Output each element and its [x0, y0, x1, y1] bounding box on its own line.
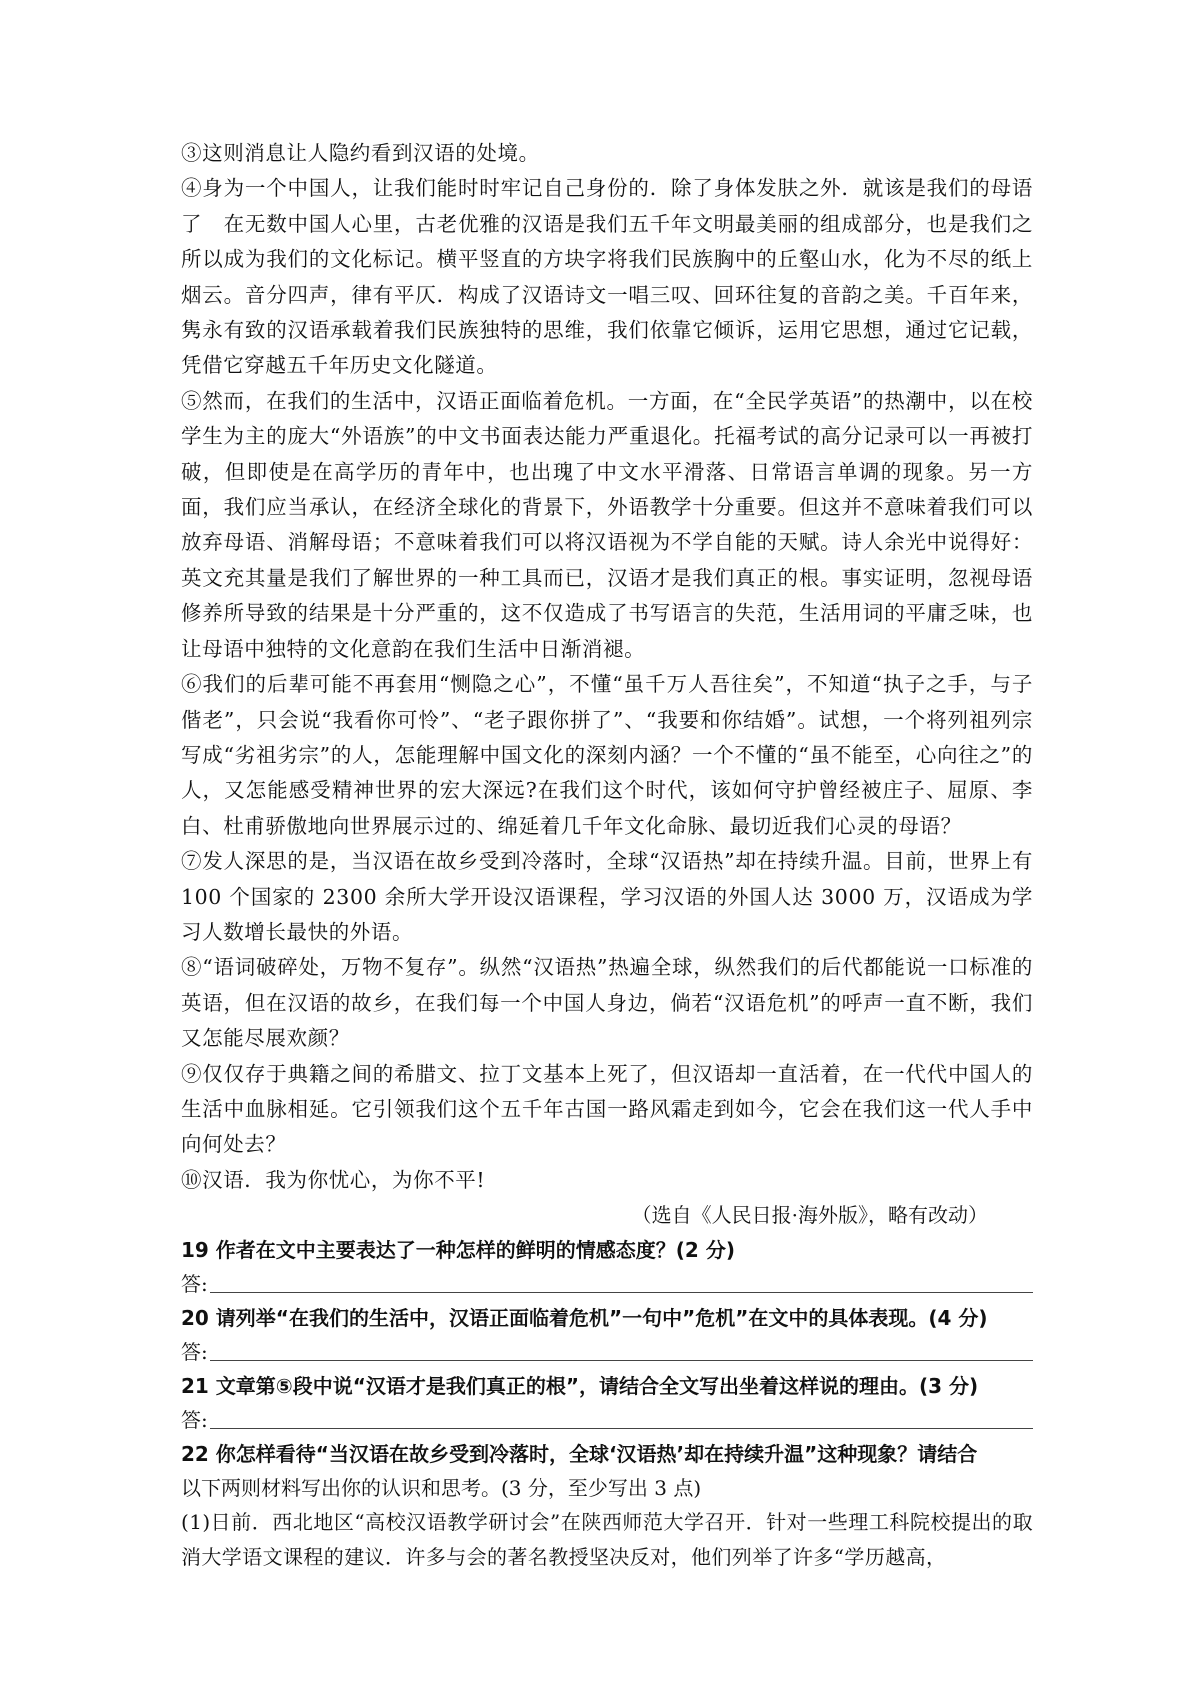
answer-line-21[interactable]: [181, 1403, 1033, 1434]
answer-label: 答:: [181, 1339, 208, 1364]
paragraph-8: ⑧“语词破碎处，万物不复存”。纵然“汉语热”热遍全球，纵然我们的后代都能说一口标准的英语，但在汉语的故乡，在我们每一个中国人身边，倘若“汉语危机”的呼声一直不断，我们又怎能尽展欢颜？: [181, 955, 1033, 1051]
answer-rule: [210, 1428, 1033, 1429]
paragraph-7: ⑦发人深思的是，当汉语在故乡受到冷落时，全球“汉语热”却在持续升温。目前，世界上有 100 个国家的 2300 余所大学开设汉语课程，学习汉语的外国人达 3000 万，汉语成为学习人数增长最快的外语。: [181, 849, 1033, 944]
question-22: 22 你怎样看待“当汉语在故乡受到冷落时，全球‘汉语热’却在持续升温”这种现象？请结合: [181, 1441, 978, 1466]
answer-line-20[interactable]: [181, 1335, 1033, 1366]
paragraph-10: ⑩汉语．我为你忧心，为你不平!: [181, 1167, 486, 1192]
paragraph-5: ⑤然而，在我们的生活中，汉语正面临着危机。一方面，在“全民学英语”的热潮中，以在校学生为主的庞大“外语族”的中文书面表达能力严重退化。托福考试的高分记录可以一再被打破，但即使是在高学历的青年中，也出瑰了中文水平滑落、日常语言单调的现象。另一方面，我们应当承认，在经济全球化的背景下，外语教学十分重要。但这并不意味着我们可以放弃母语、消解母语；不意味着我们可以将汉语视为不学自能的天赋。诗人余光中说得好：英文充其量是我们了解世界的一种工具而已，汉语才是我们真正的根。事实证明，忽视母语修养所导致的结果是十分严重的，这不仅造成了书写语言的失范，生活用词的平庸乏味，也让母语中独特的文化意韵在我们生活中日渐消褪。: [181, 388, 1033, 661]
document-page: [181, 136, 1033, 1575]
question-19: 19 作者在文中主要表达了一种怎样的鲜明的情感态度？(2 分): [181, 1237, 735, 1262]
question-20: 20 请列举“在我们的生活中，汉语正面临着危机”一句中”危机”在文中的具体表现。(4 分): [181, 1305, 988, 1330]
answer-label: 答:: [181, 1407, 208, 1432]
paragraph-6: ⑥我们的后辈可能不再套用“恻隐之心”，不懂“虽千万人吾往矣”，不知道“执子之手，与子偕老”，只会说“我看你可怜”、“老子跟你拼了”、“我要和你结婚”。试想，一个将列祖列宗写成“劣祖劣宗”的人，怎能理解中国文化的深刻内涵？一个不懂的“虽不能至，心向往之”的人，又怎能感受精神世界的宏大深远?在我们这个时代，该如何守护曾经被庄子、屈原、李白、杜甫骄傲地向世界展示过的、绵延着几千年文化命脉、最切近我们心灵的母语？: [181, 672, 1033, 838]
paragraph-4: ④身为一个中国人，让我们能时时牢记自己身份的．除了身体发肤之外．就该是我们的母语了 在无数中国人心里，古老优雅的汉语是我们五千年文明最美丽的组成部分，也是我们之所以成为我们的文化标记。横平竖直的方块字将我们民族胸中的丘壑山水，化为不尽的纸上烟云。音分四声，律有平仄．构成了汉语诗文一唱三叹、回环往复的音韵之美。千百年来，隽永有致的汉语承载着我们民族独特的思维，我们依靠它倾诉，运用它思想，通过它记载，凭借它穿越五千年历史文化隧道。: [181, 176, 1033, 378]
paragraph-3: ③这则消息让人隐约看到汉语的处境。: [181, 141, 540, 165]
question-22-continuation: 以下两则材料写出你的认识和思考。(3 分，至少写出 3 点): [181, 1475, 702, 1500]
paragraph-9: ⑨仅仅存于典籍之间的希腊文、拉丁文基本上死了，但汉语却一直活着，在一代代中国人的生活中血脉相延。它引领我们这个五千年古国一路风霜走到如今，它会在我们这一代人手中向何处去？: [181, 1061, 1033, 1157]
answer-line-19[interactable]: [181, 1267, 1033, 1298]
answer-rule: [210, 1292, 1033, 1293]
answer-label: 答:: [181, 1271, 208, 1296]
question-21: 21 文章第⑤段中说“汉语才是我们真正的根”，请结合全文写出坐着这样说的理由。(3 分): [181, 1373, 979, 1398]
material-1: (1)日前．西北地区“高校汉语教学研讨会”在陕西师范大学召开．针对一些理工科院校提出的取消大学语文课程的建议．许多与会的著名教授坚决反对，他们列举了许多“学历越高，: [181, 1509, 1033, 1569]
source-citation: （选自《人民日报·海外版》，略有改动）: [631, 1203, 988, 1228]
answer-rule: [210, 1360, 1033, 1361]
